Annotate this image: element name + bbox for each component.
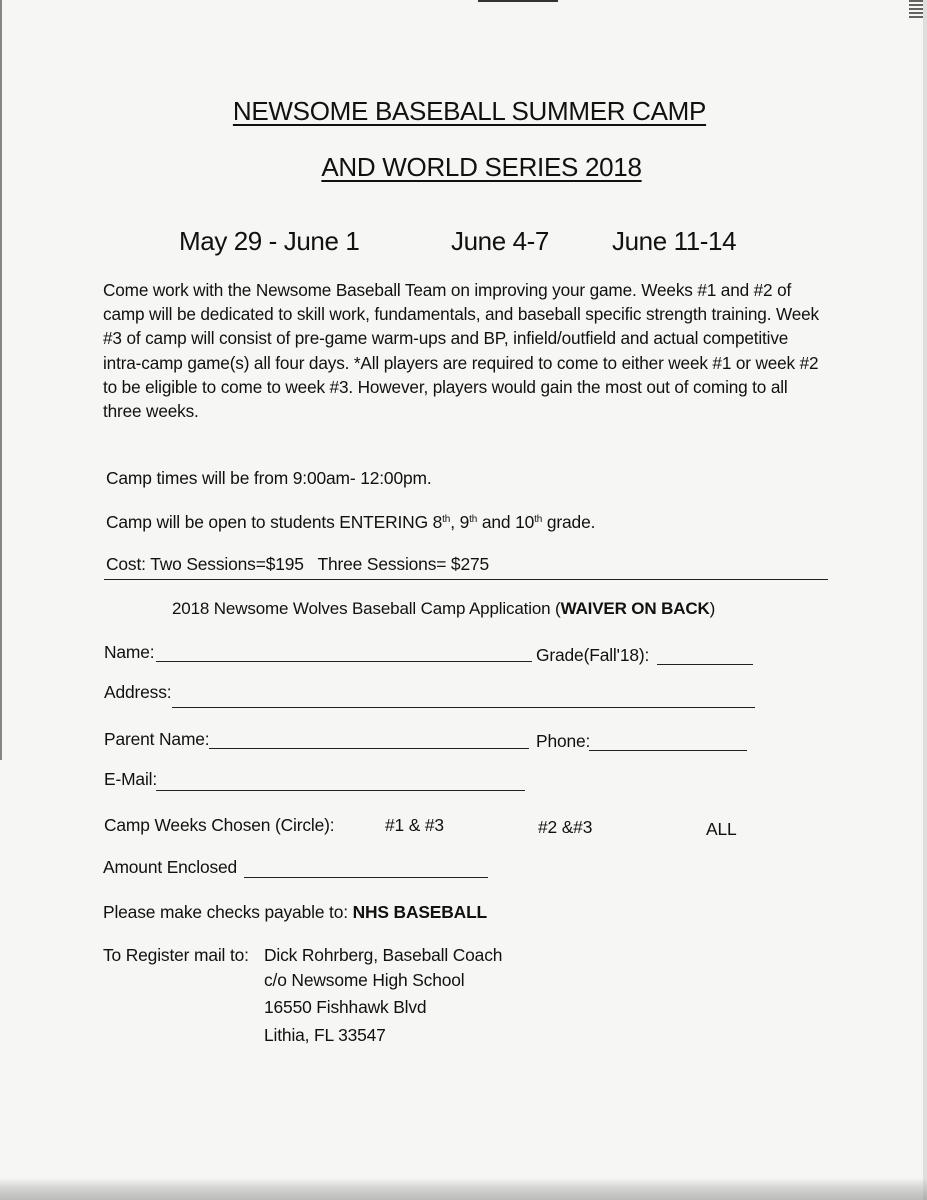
scan-edge-bottom [0, 1178, 927, 1200]
checks-line [103, 902, 487, 923]
form-title-text: 2018 Newsome Wolves Baseball Camp Application ( [172, 599, 561, 618]
phone-label: Phone: [536, 731, 591, 751]
title-line-1: NEWSOME BASEBALL SUMMER CAMP [232, 96, 707, 126]
eligibility-sup-10: th [534, 514, 543, 525]
eligibility [106, 512, 595, 533]
title-line-2: AND WORLD SERIES 2018 [321, 152, 642, 182]
eligibility-sup-8: th [442, 514, 451, 525]
form-title-end: ) [709, 599, 716, 618]
description [103, 278, 823, 423]
scan-mark-corner [909, 0, 923, 20]
amount-label: Amount Enclosed [103, 857, 238, 877]
checks-label: Please make checks payable to: [103, 902, 353, 922]
week-option-1-3[interactable]: #1 & #3 [385, 815, 444, 835]
form-title [172, 599, 715, 619]
week-option-all[interactable]: ALL [706, 819, 737, 839]
eligibility-suffix: grade. [542, 512, 596, 532]
checks-payee: NHS BASEBALL [352, 902, 488, 922]
week-option-2-3[interactable]: #2 &#3 [538, 817, 593, 837]
address-field[interactable] [172, 707, 755, 708]
amount-field[interactable] [244, 877, 488, 878]
description-paragraph: Come work with the Newsome Baseball Team on improving your game. Weeks #1 and #2 of camp will be dedicated to skill work, fundamentals, and baseball specific strength training. Week #3 of camp will consist of pre-game warm-ups and BP, infield/outfield and actual competitive intra-camp game(s) all four days. *All players are required to come to either week #1 or week #2 to be eligible to come to week #3. However, players would gain the most out of coming to all three weeks. [103, 280, 819, 422]
weeks-label: Camp Weeks Chosen (Circle): [104, 815, 335, 835]
email-label: E-Mail: [104, 769, 158, 789]
camp-times: Camp times will be from 9:00am- 12:00pm. [106, 468, 432, 488]
name-label: Name: [104, 642, 155, 662]
name-field[interactable] [156, 661, 532, 662]
date-week-3: June 11-14 [612, 226, 737, 256]
date-week-2: June 4-7 [451, 226, 549, 256]
date-week-1: May 29 - June 1 [179, 226, 360, 256]
eligibility-10: and 10 [477, 512, 535, 532]
scan-mark-top [478, 0, 558, 2]
mail-line-1: Dick Rohrberg, Baseball Coach [264, 945, 503, 965]
mail-line-2: c/o Newsome High School [264, 970, 465, 990]
eligibility-sup-9: th [469, 514, 478, 525]
address-label: Address: [104, 682, 172, 702]
section-divider [104, 579, 828, 580]
register-label: To Register mail to: [103, 945, 249, 965]
parent-name-field[interactable] [209, 748, 529, 749]
mail-line-4: Lithia, FL 33547 [264, 1025, 386, 1045]
email-field[interactable] [156, 790, 525, 791]
cost: Cost: Two Sessions=$195 Three Sessions= $275 [106, 554, 490, 574]
grade-field[interactable] [657, 664, 753, 665]
mail-line-3: 16550 Fishhawk Blvd [264, 997, 427, 1017]
parent-name-label: Parent Name: [104, 729, 210, 749]
form-title-waiver: WAIVER ON BACK [560, 599, 710, 618]
eligibility-prefix: Camp will be open to students ENTERING 8 [106, 512, 443, 532]
phone-field[interactable] [589, 750, 747, 751]
eligibility-9: , 9 [450, 512, 470, 532]
grade-label: Grade(Fall'18): [536, 645, 650, 665]
